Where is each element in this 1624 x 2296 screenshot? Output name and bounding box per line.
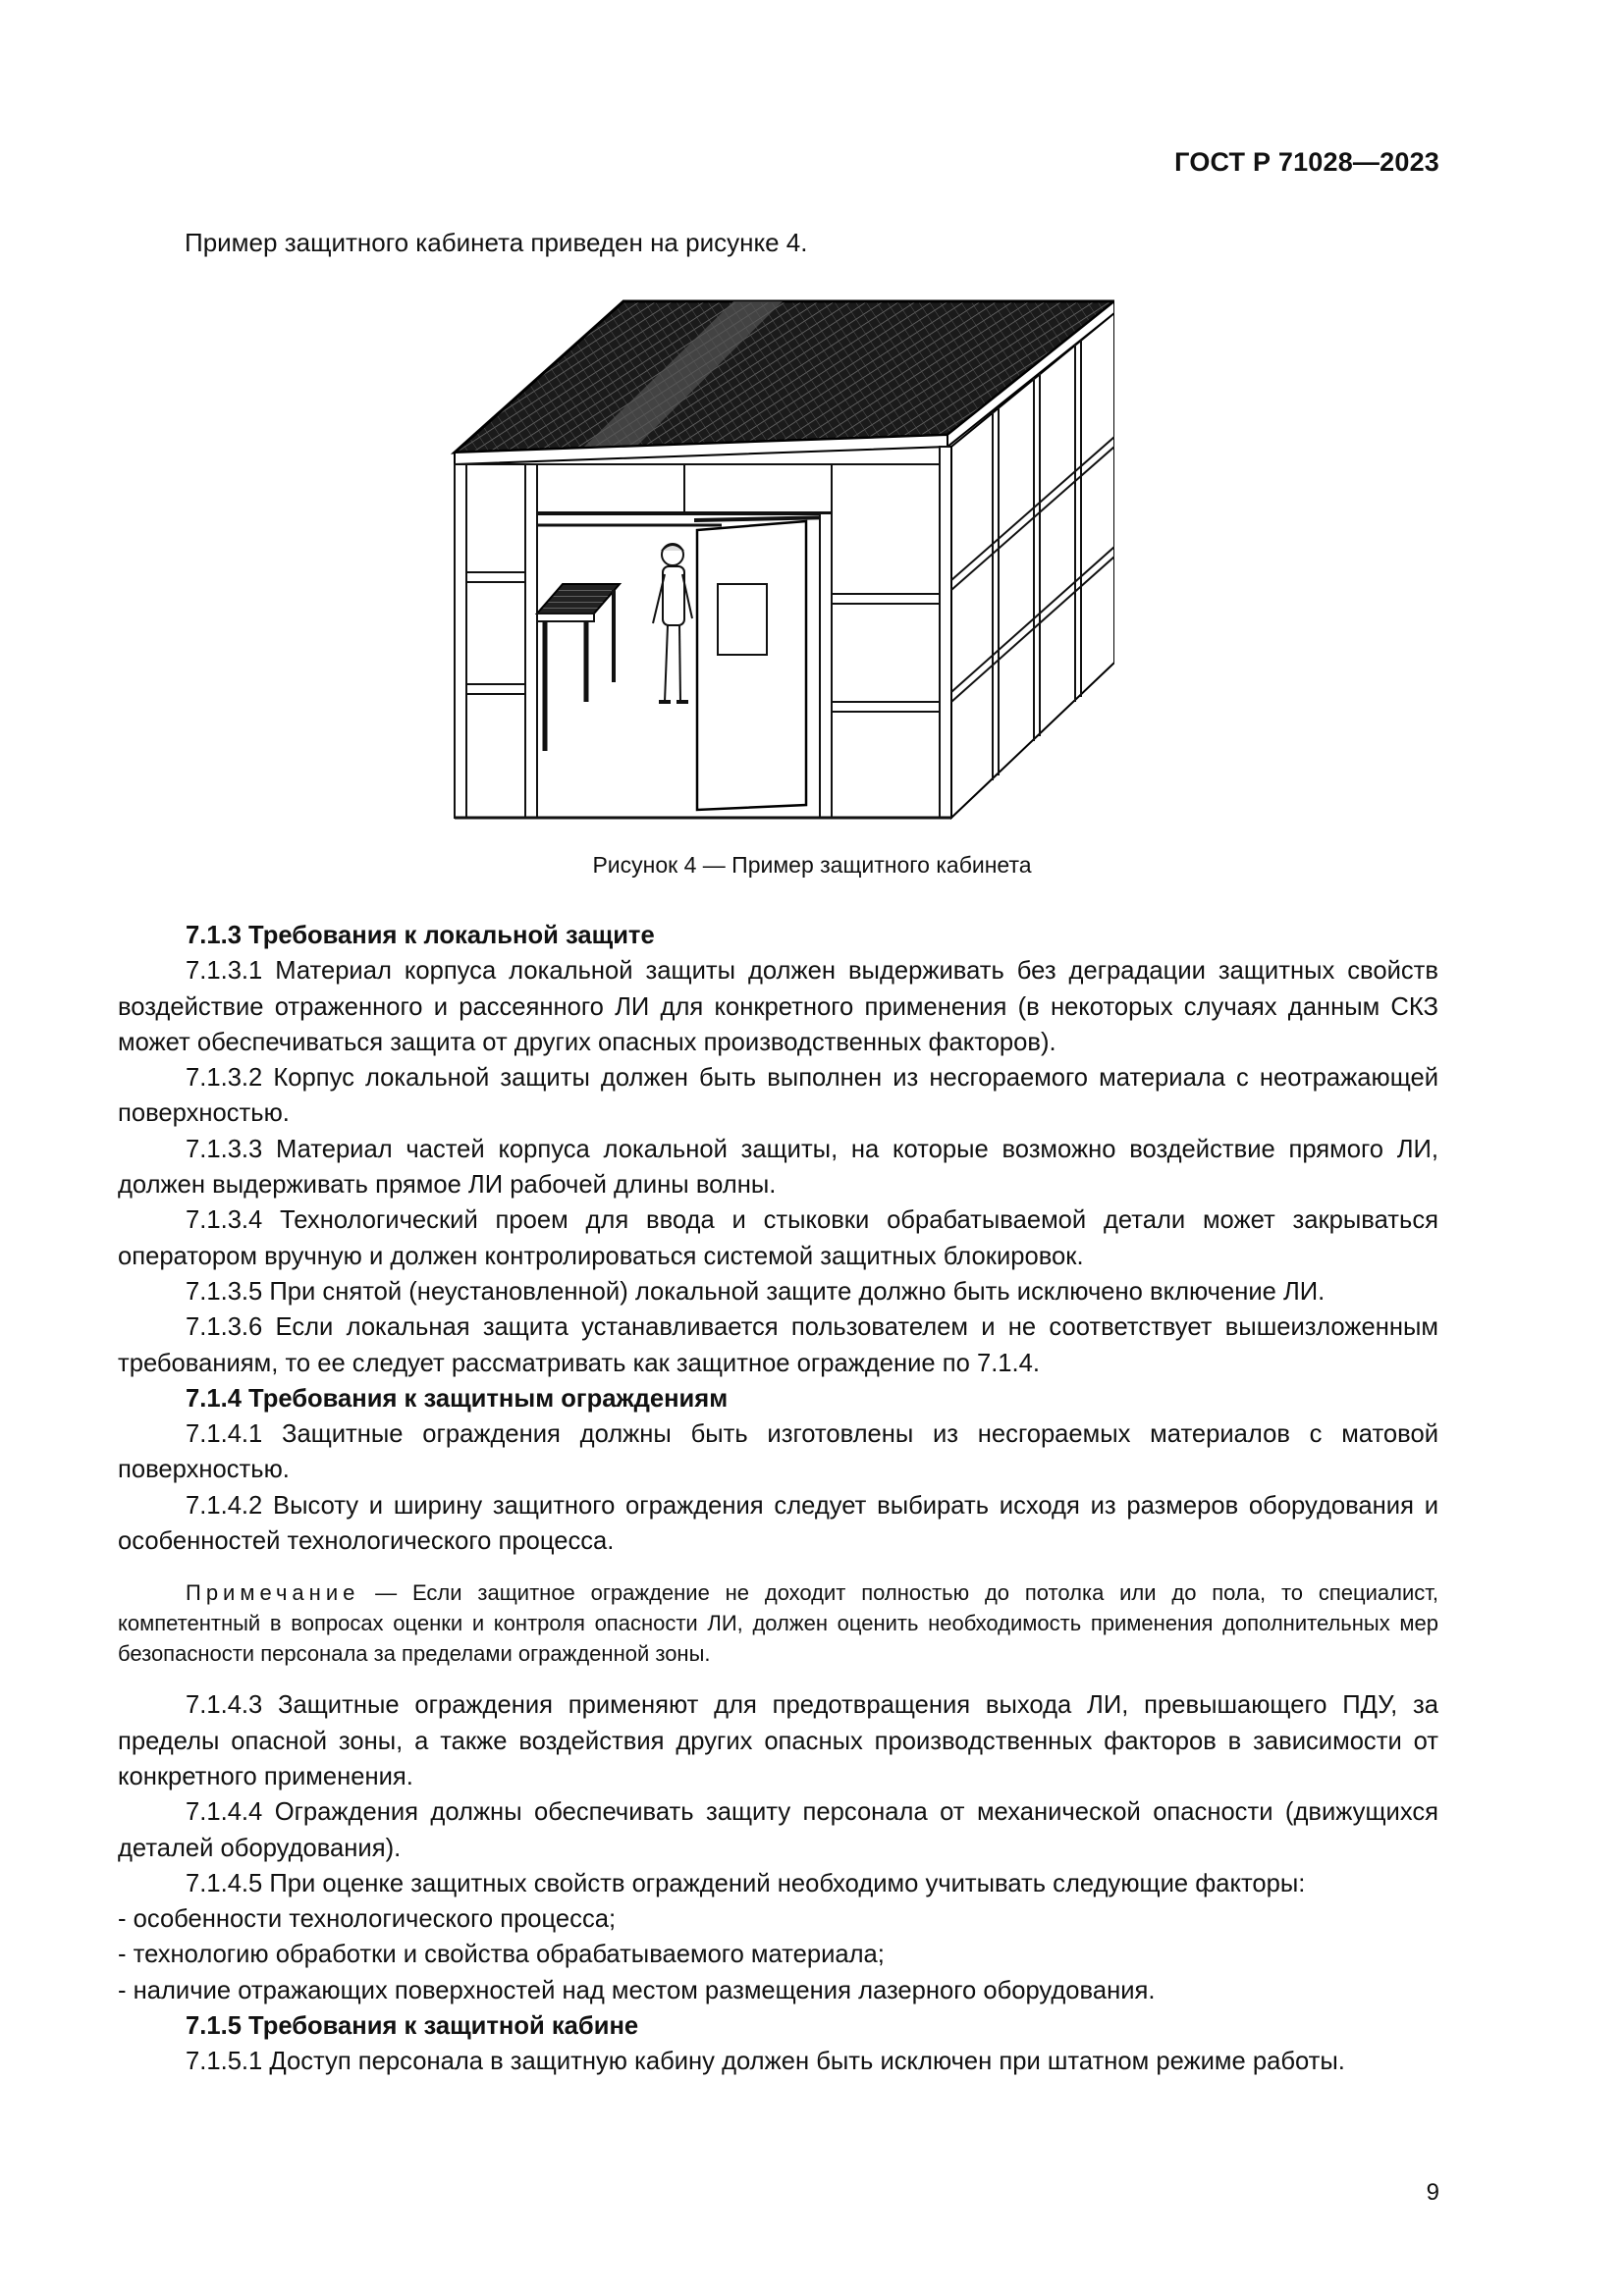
paragraph-7-1-4-2: 7.1.4.2 Высоту и ширину защитного ограждения следует выбирать исходя из размеров оборудования и особенностей технологического процесса. [118,1491,1438,1556]
list-item: - особенности технологического процесса; [118,1905,617,1934]
paragraph-7-1-3-1: 7.1.3.1 Материал корпуса локальной защиты должен выдерживать без деградации защитных свойств воздействие отраженного и рассеянного ЛИ для конкретного применения (в некоторых случаях данным СКЗ может обеспечиваться защита от других опасных производственных факторов). [118,957,1438,1056]
paragraph-7-1-3-5: 7.1.3.5 При снятой (неустановленной) локальной защите должно быть исключено включение ЛИ. [186,1277,1326,1306]
section-heading-7-1-4: 7.1.4 Требования к защитным ограждениям [186,1384,729,1413]
paragraph-7-1-3-2: 7.1.3.2 Корпус локальной защиты должен быть выполнен из несгораемого материала с неотражающей поверхностью. [118,1064,1438,1128]
paragraph-7-1-4-1: 7.1.4.1 Защитные ограждения должны быть изготовлены из несгораемых материалов с матовой поверхностью. [118,1420,1438,1484]
note [118,1577,1438,1669]
note-label: Примечание [186,1580,360,1606]
section-heading-7-1-5: 7.1.5 Требования к защитной кабине [186,2012,639,2041]
paragraph-7-1-4-5: 7.1.4.5 При оценке защитных свойств ограждений необходимо учитывать следующие факторы: [186,1869,1306,1897]
page-number: 9 [1426,2179,1439,2206]
list-item: - наличие отражающих поверхностей над местом размещения лазерного оборудования. [118,1976,1156,2004]
standard-code: ГОСТ Р 71028—2023 [1174,147,1439,177]
main-text [118,918,1438,2080]
paragraph-7-1-3-3: 7.1.3.3 Материал частей корпуса локальной защиты, на которые возможно воздействие прямого ЛИ, должен выдерживать прямое ЛИ рабочей длины волны. [118,1135,1438,1200]
list-item: - технологию обработки и свойства обрабатываемого материала; [118,1941,885,1969]
protective-cabinet-drawing-icon [447,290,1114,820]
paragraph-7-1-5-1: 7.1.5.1 Доступ персонала в защитную кабину должен быть исключен при штатном режиме работы. [186,2048,1345,2076]
figure-caption: Рисунок 4 — Пример защитного кабинета [592,852,1032,878]
section-heading-7-1-3: 7.1.3 Требования к локальной защите [186,922,655,949]
paragraph-7-1-3-4: 7.1.3.4 Технологический проем для ввода и стыковки обрабатываемой детали может закрываться оператором вручную и должен контролироваться системой защитных блокировок. [118,1206,1438,1270]
intro-text: Пример защитного кабинета приведен на рисунке 4. [185,228,808,257]
note-text: — Если защитное ограждение не доходит полностью до потолка или до пола, то специалист, компетентный в вопросах оценки и контроля опасности ЛИ, должен оценить необходимость применения дополнительных мер безопасности персонала за пределами огражденной зоны. [118,1580,1438,1667]
paragraph-7-1-4-3: 7.1.4.3 Защитные ограждения применяют для предотвращения выхода ЛИ, превышающего ПДУ, за пределы опасной зоны, а также воздействия других опасных производственных факторов в зависимости от конкретного применения. [118,1691,1438,1790]
paragraph-7-1-3-6: 7.1.3.6 Если локальная защита устанавливается пользователем и не соответствует вышеизложенным требованиям, то ее следует рассматривать как защитное ограждение по 7.1.4. [118,1313,1438,1377]
paragraph-7-1-4-4: 7.1.4.4 Ограждения должны обеспечивать защиту персонала от механической опасности (движущихся деталей оборудования). [118,1798,1438,1862]
